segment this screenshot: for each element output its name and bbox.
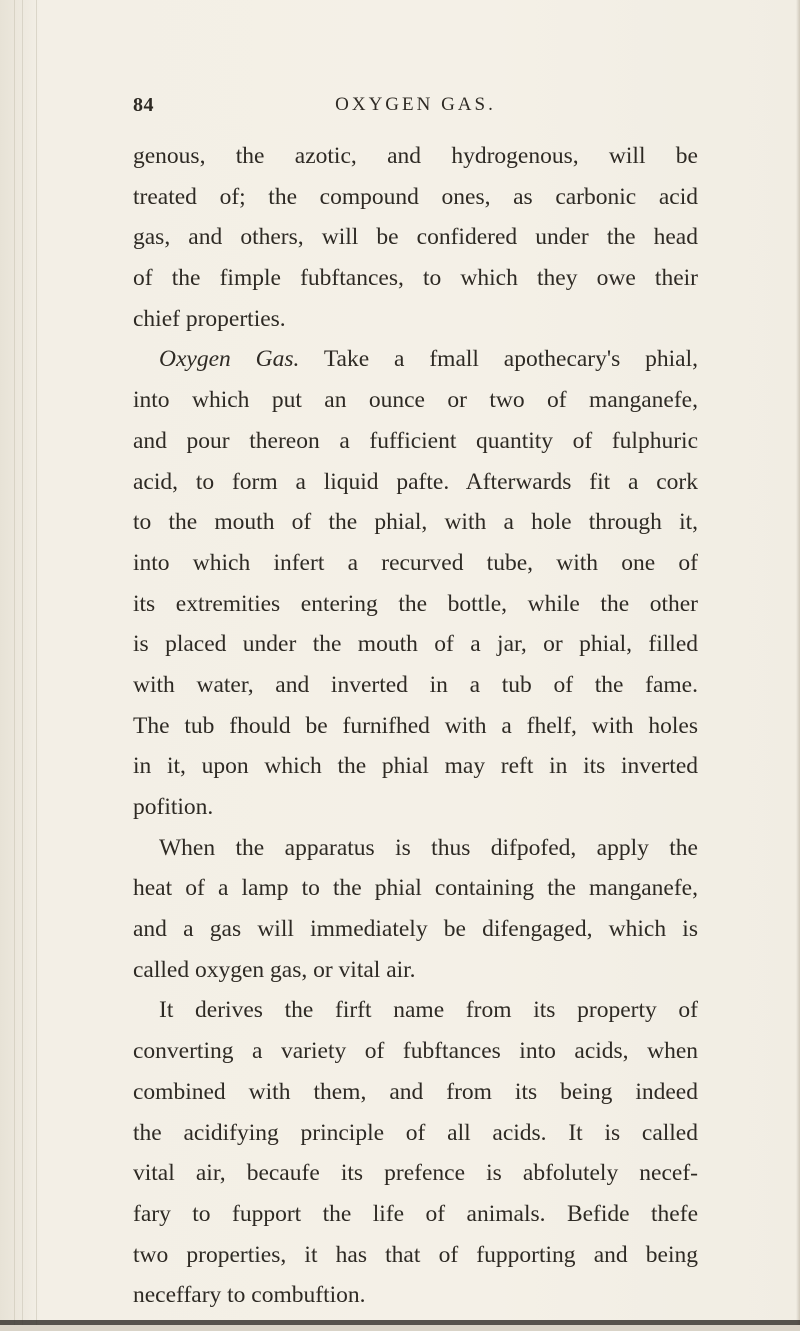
text-line: into which infert a recurved tube, with one of [133, 549, 698, 576]
text-line: chief properties. [133, 305, 286, 332]
text-line: called oxygen gas, or vital air. [133, 956, 416, 983]
text-line: fary to fupport the life of animals. Befide thefe [133, 1200, 698, 1227]
binding-shadow-line [14, 0, 15, 1331]
text-line: heat of a lamp to the phial containing the manganefe, [133, 875, 698, 902]
text-line: gas, and others, will be confidered under the head [133, 224, 698, 251]
text-line: and a gas will immediately be difengaged, which is [133, 916, 698, 943]
text-line: neceffary to combuftion. [133, 1282, 366, 1309]
text-fragment: Take a fmall apothecary's phial, [323, 346, 699, 373]
text-line: is placed under the mouth of a jar, or phial, filled [133, 631, 698, 658]
text-line: its extremities entering the bottle, while the other [133, 590, 698, 617]
text-line: When the apparatus is thus difpofed, apply the [159, 834, 698, 861]
text-line: treated of; the compound ones, as carbonic acid [133, 183, 698, 210]
page-bottom-shadow [0, 1325, 800, 1331]
running-head [133, 94, 698, 124]
text-line: genous, the azotic, and hydrogenous, will be [133, 143, 698, 169]
text-line: in it, upon which the phial may reft in its inverted [133, 753, 698, 780]
text-line: combined with them, and from its being indeed [133, 1078, 698, 1105]
text-line: pofition. [133, 794, 214, 820]
text-line: to the mouth of the phial, with a hole through it, [133, 509, 698, 536]
running-title: OXYGEN GAS. [335, 94, 496, 115]
binding-shadow-line [36, 0, 37, 1331]
body-text [133, 136, 698, 1316]
section-heading: Oxygen Gas. [159, 346, 300, 373]
binding-shadow-line [22, 0, 23, 1331]
page-right-edge [796, 0, 800, 1331]
text-line: vital air, becaufe its prefence is abfolutely necef- [133, 1160, 698, 1187]
text-line: the acidifying principle of all acids. It is called [133, 1119, 698, 1146]
text-line: with water, and inverted in a tub of the fame. [133, 671, 698, 698]
text-line: two properties, it has that of fupporting and being [133, 1241, 698, 1268]
page-bottom-edge [0, 1320, 800, 1325]
text-line: into which put an ounce or two of manganefe, [133, 387, 698, 414]
text-line: The tub fhould be furnifhed with a fhelf, with holes [133, 712, 698, 739]
text-line: of the fimple fubftances, to which they owe their [133, 265, 698, 292]
page-number: 84 [133, 94, 154, 116]
text-line: and pour thereon a fufficient quantity of fulphuric [133, 427, 698, 454]
text-line: It derives the firft name from its property of [159, 997, 698, 1024]
text-line: acid, to form a liquid pafte. Afterwards fit a cork [133, 468, 698, 495]
paragraph-first-line [133, 339, 698, 380]
text-line: converting a variety of fubftances into acids, when [133, 1038, 698, 1065]
